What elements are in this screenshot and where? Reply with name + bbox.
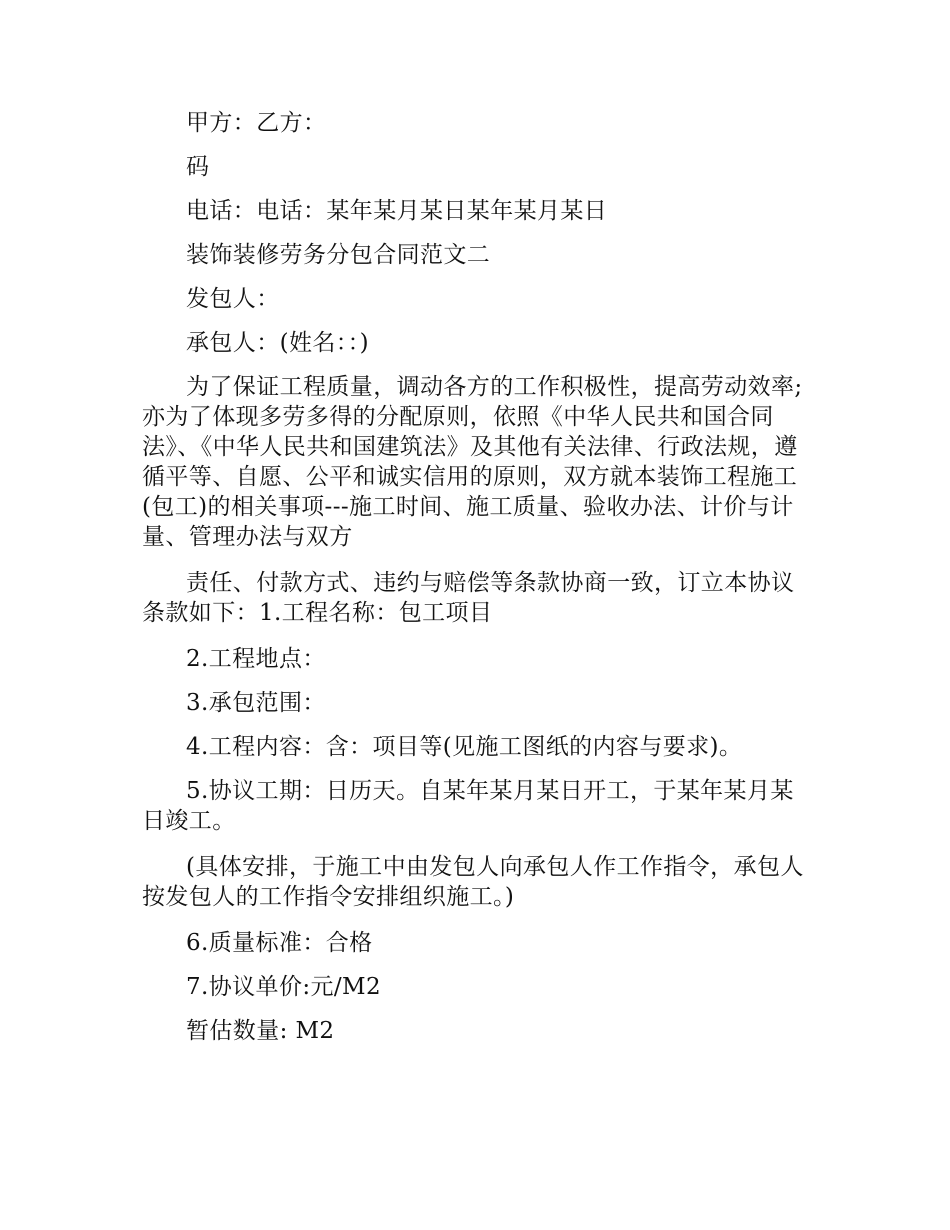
contractor-line: 承包人：(姓名：：)	[186, 330, 369, 356]
clause-quality: 6.质量标准：合格	[186, 930, 373, 956]
employer-line: 发包人：	[186, 286, 280, 312]
party-line: 甲方：乙方：	[186, 110, 327, 136]
clause-scope: 3.承包范围：	[186, 690, 326, 716]
document-body	[142, 108, 812, 1046]
preamble-paragraph: 为了保证工程质量，调动各方的工作积极性，提高劳动效率;亦为了体现多劳多得的分配原则，依照《中华人民共和国合同法》、《中华人民共和国建筑法》及其他有关法律、行政法规，遵循平等、自愿、公平和诚实信用的原则，双方就本装饰工程施工(包工)的相关事项---施工时间、施工质量、验收办法、计价与计量、管理办法与双方	[142, 374, 803, 550]
phone-date-line: 电话：电话：某年某月某日某年某月某日	[186, 198, 608, 224]
document-title: 装饰装修劳务分包合同范文二	[186, 242, 491, 268]
clause-duration: 5.协议工期：日历天。自某年某月某日开工，于某年某月某日竣工。	[142, 778, 794, 834]
code-line: 码	[186, 154, 210, 180]
clause-content: 4.工程内容：含：项目等(见施工图纸的内容与要求)。	[186, 734, 743, 760]
clause-unit-price: 7.协议单价:元/M2	[186, 974, 382, 1000]
clause-location: 2.工程地点：	[186, 646, 326, 672]
schedule-note: (具体安排，于施工中由发包人向承包人作工作指令，承包人按发包人的工作指令安排组织施工。)	[142, 854, 804, 910]
estimated-quantity: 暂估数量: M2	[186, 1018, 335, 1044]
terms-intro-paragraph: 责任、付款方式、违约与赔偿等条款协商一致，订立本协议条款如下：1.工程名称：包工项目	[142, 570, 795, 626]
